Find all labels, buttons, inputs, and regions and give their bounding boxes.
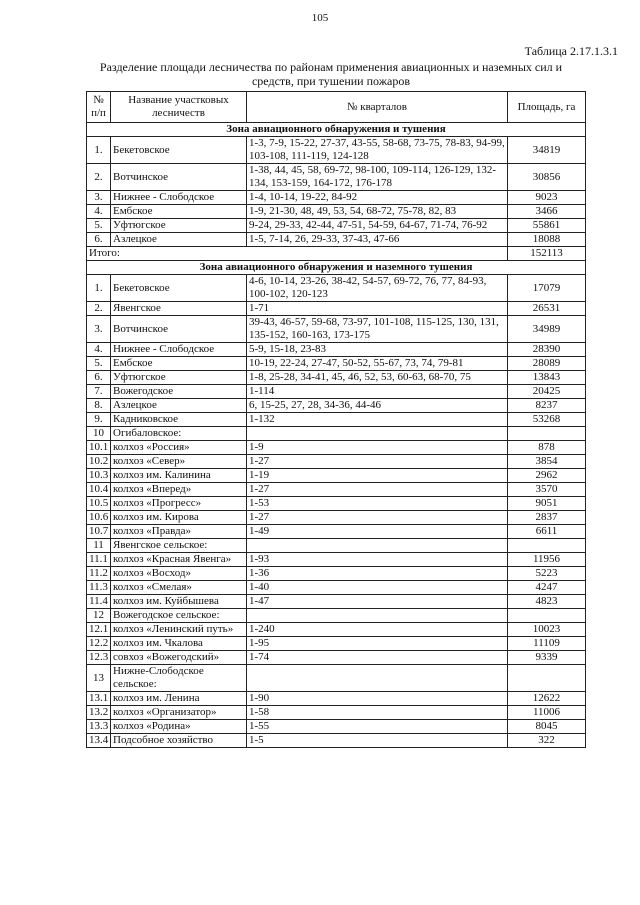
row-name: колхоз «Родина» bbox=[111, 720, 247, 734]
row-name: Уфтюгское bbox=[111, 219, 247, 233]
row-quarters bbox=[247, 427, 508, 441]
row-quarters: 1-58 bbox=[247, 706, 508, 720]
table-row bbox=[87, 357, 586, 371]
table-row bbox=[87, 455, 586, 469]
row-quarters: 1-71 bbox=[247, 302, 508, 316]
row-number: 10.6 bbox=[87, 511, 111, 525]
row-number: 10.4 bbox=[87, 483, 111, 497]
row-name: колхоз «Восход» bbox=[111, 567, 247, 581]
row-number: 10.5 bbox=[87, 497, 111, 511]
row-number: 8. bbox=[87, 399, 111, 413]
row-area: 11006 bbox=[508, 706, 586, 720]
table-row bbox=[87, 219, 586, 233]
row-name: Кадниковское bbox=[111, 413, 247, 427]
table-row bbox=[87, 497, 586, 511]
row-area: 4247 bbox=[508, 581, 586, 595]
row-name: колхоз им. Калинина bbox=[111, 469, 247, 483]
row-number: 12.3 bbox=[87, 651, 111, 665]
row-name: колхоз «Россия» bbox=[111, 441, 247, 455]
row-name: колхоз им. Кирова bbox=[111, 511, 247, 525]
row-area bbox=[508, 609, 586, 623]
row-quarters: 1-36 bbox=[247, 567, 508, 581]
row-quarters: 1-90 bbox=[247, 692, 508, 706]
row-quarters: 39-43, 46-57, 59-68, 73-97, 101-108, 115-125, 130, 131, 135-152, 160-163, 173-175 bbox=[247, 316, 508, 343]
row-area: 18088 bbox=[508, 233, 586, 247]
row-name: Нижнее - Слободское bbox=[111, 191, 247, 205]
row-area: 3570 bbox=[508, 483, 586, 497]
row-number: 12.2 bbox=[87, 637, 111, 651]
row-quarters: 1-3, 7-9, 15-22, 27-37, 43-55, 58-68, 73-75, 78-83, 94-99, 103-108, 111-119, 124-128 bbox=[247, 137, 508, 164]
row-name: Вожегодское bbox=[111, 385, 247, 399]
table-row bbox=[87, 511, 586, 525]
row-name: Явенгское сельское: bbox=[111, 539, 247, 553]
row-area: 2962 bbox=[508, 469, 586, 483]
row-quarters: 1-53 bbox=[247, 497, 508, 511]
table-row bbox=[87, 665, 586, 692]
table-row bbox=[87, 316, 586, 343]
row-name: колхоз «Смелая» bbox=[111, 581, 247, 595]
row-area: 8045 bbox=[508, 720, 586, 734]
row-number: 12 bbox=[87, 609, 111, 623]
row-quarters: 6, 15-25, 27, 28, 34-36, 44-46 bbox=[247, 399, 508, 413]
row-number: 9. bbox=[87, 413, 111, 427]
row-area: 34989 bbox=[508, 316, 586, 343]
row-number: 10 bbox=[87, 427, 111, 441]
row-area: 28089 bbox=[508, 357, 586, 371]
row-number: 13.3 bbox=[87, 720, 111, 734]
header-num: № п/п bbox=[87, 92, 111, 123]
table-row bbox=[87, 609, 586, 623]
row-area: 11956 bbox=[508, 553, 586, 567]
row-name: Вотчинское bbox=[111, 164, 247, 191]
row-area: 6611 bbox=[508, 525, 586, 539]
row-quarters: 1-49 bbox=[247, 525, 508, 539]
row-area: 17079 bbox=[508, 275, 586, 302]
row-name: колхоз им. Ленина bbox=[111, 692, 247, 706]
row-area: 12622 bbox=[508, 692, 586, 706]
table-row bbox=[87, 302, 586, 316]
row-name: колхоз «Правда» bbox=[111, 525, 247, 539]
table-row bbox=[87, 595, 586, 609]
row-area: 322 bbox=[508, 734, 586, 748]
row-area: 53268 bbox=[508, 413, 586, 427]
table-row bbox=[87, 539, 586, 553]
table-row bbox=[87, 720, 586, 734]
row-number: 7. bbox=[87, 385, 111, 399]
row-quarters: 1-95 bbox=[247, 637, 508, 651]
zone-header-row bbox=[87, 123, 586, 137]
row-number: 4. bbox=[87, 343, 111, 357]
row-quarters: 1-55 bbox=[247, 720, 508, 734]
row-number: 10.1 bbox=[87, 441, 111, 455]
row-area: 55861 bbox=[508, 219, 586, 233]
row-number: 11.4 bbox=[87, 595, 111, 609]
row-area: 13843 bbox=[508, 371, 586, 385]
row-number: 11.1 bbox=[87, 553, 111, 567]
table-body bbox=[87, 123, 586, 748]
header-quarters: № кварталов bbox=[247, 92, 508, 123]
table-row bbox=[87, 427, 586, 441]
row-name: Подсобное хозяйство bbox=[111, 734, 247, 748]
row-name: Нижнее - Слободское bbox=[111, 343, 247, 357]
row-quarters: 5-9, 15-18, 23-83 bbox=[247, 343, 508, 357]
row-quarters: 1-5, 7-14, 26, 29-33, 37-43, 47-66 bbox=[247, 233, 508, 247]
zone-title: Зона авиационного обнаружения и тушения bbox=[87, 123, 586, 137]
row-name: Ембское bbox=[111, 205, 247, 219]
table-row bbox=[87, 191, 586, 205]
row-quarters: 10-19, 22-24, 27-47, 50-52, 55-67, 73, 74, 79-81 bbox=[247, 357, 508, 371]
row-area: 11109 bbox=[508, 637, 586, 651]
row-quarters: 1-4, 10-14, 19-22, 84-92 bbox=[247, 191, 508, 205]
total-row bbox=[87, 247, 586, 261]
row-name: Ембское bbox=[111, 357, 247, 371]
forest-area-table bbox=[86, 91, 586, 748]
row-area: 3854 bbox=[508, 455, 586, 469]
table-row bbox=[87, 567, 586, 581]
row-number: 10.3 bbox=[87, 469, 111, 483]
row-number: 13.2 bbox=[87, 706, 111, 720]
row-area: 34819 bbox=[508, 137, 586, 164]
row-name: Бекетовское bbox=[111, 275, 247, 302]
table-row bbox=[87, 385, 586, 399]
row-number: 13.4 bbox=[87, 734, 111, 748]
table-row bbox=[87, 651, 586, 665]
row-quarters: 4-6, 10-14, 23-26, 38-42, 54-57, 69-72, 76, 77, 84-93, 100-102, 120-123 bbox=[247, 275, 508, 302]
row-number: 11.3 bbox=[87, 581, 111, 595]
row-number: 5. bbox=[87, 357, 111, 371]
row-area bbox=[508, 665, 586, 692]
table-caption: Разделение площади лесничества по районам применения авиационных и наземных сил и средств, при тушении пожаров bbox=[99, 60, 563, 88]
row-number: 10.2 bbox=[87, 455, 111, 469]
row-quarters: 1-9, 21-30, 48, 49, 53, 54, 68-72, 75-78, 82, 83 bbox=[247, 205, 508, 219]
row-number: 5. bbox=[87, 219, 111, 233]
row-number: 1. bbox=[87, 275, 111, 302]
row-name: колхоз им. Куйбышева bbox=[111, 595, 247, 609]
row-area bbox=[508, 427, 586, 441]
table-row bbox=[87, 553, 586, 567]
row-number: 13 bbox=[87, 665, 111, 692]
table-row bbox=[87, 343, 586, 357]
table-row bbox=[87, 137, 586, 164]
row-number: 12.1 bbox=[87, 623, 111, 637]
row-name: колхоз «Красная Явенга» bbox=[111, 553, 247, 567]
row-name: Явенгское bbox=[111, 302, 247, 316]
row-quarters: 1-27 bbox=[247, 483, 508, 497]
table-row bbox=[87, 469, 586, 483]
row-area bbox=[508, 539, 586, 553]
row-area: 28390 bbox=[508, 343, 586, 357]
table-row bbox=[87, 413, 586, 427]
table-row bbox=[87, 275, 586, 302]
row-quarters: 1-47 bbox=[247, 595, 508, 609]
table-row bbox=[87, 525, 586, 539]
row-area: 9051 bbox=[508, 497, 586, 511]
table-header-row bbox=[87, 92, 586, 123]
zone-title: Зона авиационного обнаружения и наземного тушения bbox=[87, 261, 586, 275]
row-number: 3. bbox=[87, 191, 111, 205]
row-quarters: 1-38, 44, 45, 58, 69-72, 98-100, 109-114, 126-129, 132-134, 153-159, 164-172, 176-178 bbox=[247, 164, 508, 191]
row-number: 1. bbox=[87, 137, 111, 164]
row-area: 3466 bbox=[508, 205, 586, 219]
row-area: 2837 bbox=[508, 511, 586, 525]
table-row bbox=[87, 399, 586, 413]
row-name: Уфтюгское bbox=[111, 371, 247, 385]
page-number: 105 bbox=[311, 12, 329, 24]
table-row bbox=[87, 441, 586, 455]
row-number: 4. bbox=[87, 205, 111, 219]
row-area: 20425 bbox=[508, 385, 586, 399]
total-label: Итого: bbox=[87, 247, 508, 261]
row-name: Бекетовское bbox=[111, 137, 247, 164]
table-row bbox=[87, 581, 586, 595]
row-number: 6. bbox=[87, 371, 111, 385]
row-number: 13.1 bbox=[87, 692, 111, 706]
row-quarters: 1-114 bbox=[247, 385, 508, 399]
zone-header-row bbox=[87, 261, 586, 275]
row-quarters: 1-40 bbox=[247, 581, 508, 595]
row-name: Огибаловское: bbox=[111, 427, 247, 441]
row-name: совхоз «Вожегодский» bbox=[111, 651, 247, 665]
row-number: 2. bbox=[87, 302, 111, 316]
table-row bbox=[87, 637, 586, 651]
row-area: 5223 bbox=[508, 567, 586, 581]
row-area: 10023 bbox=[508, 623, 586, 637]
row-area: 30856 bbox=[508, 164, 586, 191]
row-area: 26531 bbox=[508, 302, 586, 316]
row-name: Азлецкое bbox=[111, 399, 247, 413]
row-quarters bbox=[247, 609, 508, 623]
row-name: колхоз «Ленинский путь» bbox=[111, 623, 247, 637]
table-row bbox=[87, 623, 586, 637]
row-quarters bbox=[247, 665, 508, 692]
row-area: 4823 bbox=[508, 595, 586, 609]
row-quarters: 1-8, 25-28, 34-41, 45, 46, 52, 53, 60-63, 68-70, 75 bbox=[247, 371, 508, 385]
row-number: 11 bbox=[87, 539, 111, 553]
table-row bbox=[87, 706, 586, 720]
table-row bbox=[87, 483, 586, 497]
row-quarters: 1-9 bbox=[247, 441, 508, 455]
table-row bbox=[87, 692, 586, 706]
row-quarters: 1-27 bbox=[247, 511, 508, 525]
row-area: 9339 bbox=[508, 651, 586, 665]
row-name: колхоз им. Чкалова bbox=[111, 637, 247, 651]
row-number: 3. bbox=[87, 316, 111, 343]
table-row bbox=[87, 371, 586, 385]
table-row bbox=[87, 164, 586, 191]
row-name: Вотчинское bbox=[111, 316, 247, 343]
row-area: 878 bbox=[508, 441, 586, 455]
row-name: колхоз «Организатор» bbox=[111, 706, 247, 720]
row-number: 2. bbox=[87, 164, 111, 191]
total-value: 152113 bbox=[508, 247, 586, 261]
row-name: Нижне-Слободское сельское: bbox=[111, 665, 247, 692]
row-name: колхоз «Вперед» bbox=[111, 483, 247, 497]
table-row bbox=[87, 205, 586, 219]
table-number: Таблица 2.17.1.3.1 bbox=[524, 44, 618, 58]
row-name: Азлецкое bbox=[111, 233, 247, 247]
row-quarters: 1-93 bbox=[247, 553, 508, 567]
row-quarters: 1-74 bbox=[247, 651, 508, 665]
table-row bbox=[87, 233, 586, 247]
row-quarters: 1-132 bbox=[247, 413, 508, 427]
row-quarters bbox=[247, 539, 508, 553]
header-area: Площадь, га bbox=[508, 92, 586, 123]
row-name: колхоз «Прогресс» bbox=[111, 497, 247, 511]
row-number: 11.2 bbox=[87, 567, 111, 581]
row-area: 9023 bbox=[508, 191, 586, 205]
header-name: Название участковых лесничеств bbox=[111, 92, 247, 123]
table-row bbox=[87, 734, 586, 748]
row-quarters: 9-24, 29-33, 42-44, 47-51, 54-59, 64-67, 71-74, 76-92 bbox=[247, 219, 508, 233]
row-quarters: 1-5 bbox=[247, 734, 508, 748]
row-quarters: 1-19 bbox=[247, 469, 508, 483]
row-quarters: 1-240 bbox=[247, 623, 508, 637]
row-quarters: 1-27 bbox=[247, 455, 508, 469]
row-number: 10.7 bbox=[87, 525, 111, 539]
row-name: колхоз «Север» bbox=[111, 455, 247, 469]
row-number: 6. bbox=[87, 233, 111, 247]
row-area: 8237 bbox=[508, 399, 586, 413]
row-name: Вожегодское сельское: bbox=[111, 609, 247, 623]
